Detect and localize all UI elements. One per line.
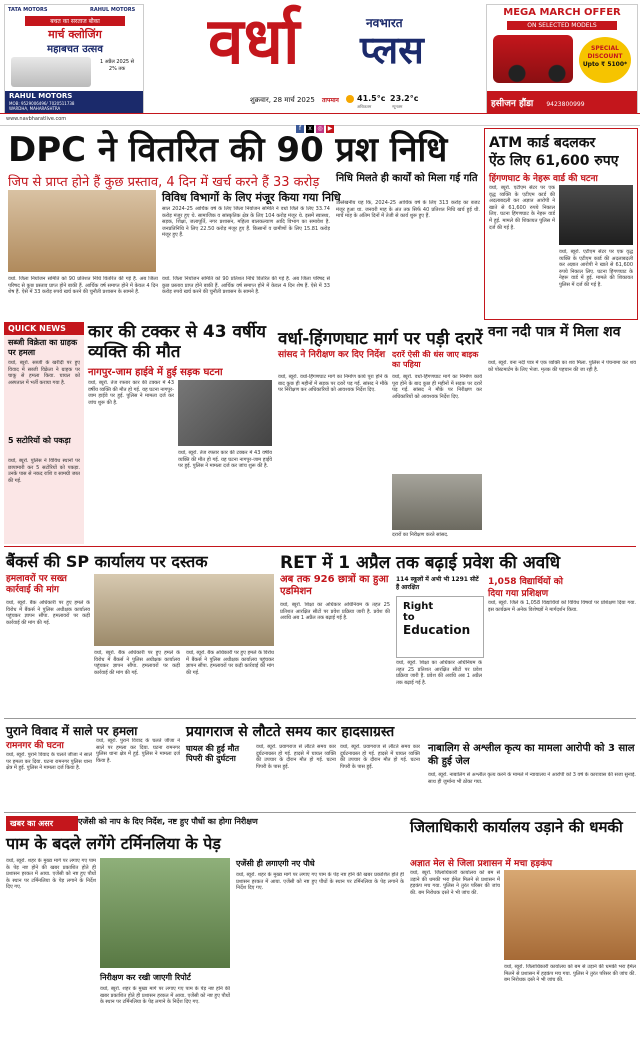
- car-headline: कार की टक्कर से 43 वर्षीय व्यक्ति की मौत: [88, 322, 266, 362]
- temp-max: 41.5°c: [357, 94, 386, 103]
- lead-body: वर्धा. जिला नियोजन समिति को 90 प्रतिशत निधि वितरित की गई है. अब जिला परिषद से कुछ प्रस्ताव प्राप्त होने बाकी हैं. आर्थिक वर्ष समाप्त होने में केवल 4 दिन शेष हैं. ऐसे में 33 करोड़ रुपये खर्च करने की चुनौती प्रशासन के सामने है.: [8, 276, 158, 296]
- hinganghat-body: वर्धा, ब्यूरो. वर्धा-हिंगणघाट मार्ग का निर्माण कार्य पूरा होने के बाद कुछ ही महीनों में सड़क पर दरारें पड़ गईं. सांसद ने मौके पर निरीक्षण कर अधिकारियों को आवश्यक निर्देश दिए.: [278, 374, 388, 394]
- students-headline-1: 1,058 विद्यार्थियों को: [488, 577, 563, 587]
- attack-body: वर्धा, ब्यूरो. पुराने विवाद के चलते जीजा ने साले पर हमला कर दिया. घटना रामनगर पुलिस थाना क्षेत्र में हुई. पुलिस ने मामला दर्ज किया है.: [6, 752, 92, 772]
- rte-body-2: वर्धा, ब्यूरो. शिक्षा का अधिकार अधिनियम के तहत 25 प्रतिशत आरक्षित सीटों पर प्रवेश प्रक्रिया जारी है. प्रवेश की अवधि अब 1 अप्रैल तक बढ़ाई गई है.: [396, 660, 482, 686]
- daraare-box: [392, 350, 482, 544]
- car-body-2: वर्धा, ब्यूरो. तेज रफ्तार कार की टक्कर में 43 वर्षीय व्यक्ति की मौत हो गई. यह घटना नागपुर-जाम हाईवे पर हुई. पुलिस ने मामला दर्ज कर जांच शुरू की है.: [178, 450, 272, 470]
- atm-headline-1: ATM कार्ड बदलकर: [489, 135, 596, 151]
- lead-deck-2: निधि मिलते ही कार्यों को मिला गई गति: [336, 173, 478, 184]
- ad-tagline-2: मार्च क्लोजिंग: [48, 28, 102, 41]
- hinganghat-subhead: सांसद ने निरीक्षण कर दिए निर्देश: [278, 350, 386, 360]
- daraare-title: दरारें ऐसी की धंस जाए बाइक का पहिया: [392, 350, 479, 369]
- collector-headline: जिलाधिकारी कार्यालय उड़ाने की धमकी: [410, 818, 623, 836]
- scooter-image: [493, 35, 573, 83]
- ad-tagline-3: महाबचत उत्सव: [47, 44, 103, 55]
- tata-logo: TATA MOTORS: [8, 7, 48, 13]
- ad-tagline-1: बचत का सरताज बौका: [25, 16, 125, 26]
- collector-body-2: वर्धा, ब्यूरो. जिलाधिकारी कार्यालय को बम से उड़ाने की धमकी भरा ईमेल मिलने से प्रशासन में हड़कंप मच गया. पुलिस ने तुरंत परिसर की जांच की. बम निरोधक दस्ते ने भी जांच की.: [504, 964, 636, 984]
- lead-deck-text: साल 2024-25 आर्थिक वर्ष के लिए जिला नियोजन समिति ने वर्धा जिले के लिए 33.74 करोड़ मंजूर हुए थे. सामाजिक व सांस्कृतिक क्षेत्र के लिए 104 करोड़ मंजूर थे. इसमें स्वास्थ्य, सड़क, शिक्षा, जलापूर्ति, नगर प्रशासन, महिला बालकल्याण आदि विभाग का समावेश है. जनप्रतिनिधि ने लिए 22.50 करोड़ मंजूर हुए हैं. किसानों व ग्रामीणों के लिए 15.81 करोड़ मंजूर हुए हैं.: [162, 206, 330, 239]
- ad-left[interactable]: [4, 4, 144, 114]
- ad-truck-image: [11, 57, 91, 87]
- quick-news-label: QUICK NEWS: [4, 322, 84, 335]
- ad-footer: [5, 91, 143, 113]
- tag-main: पाम के बदले लगेंगे टर्मिनलिया के पेड़: [6, 834, 221, 853]
- collector-photo: [504, 870, 636, 960]
- tag-label: खबर का असर: [6, 816, 78, 831]
- special-discount-text: SPECIAL DISCOUNT: [587, 45, 623, 60]
- rte-poster-line-1: Right: [403, 601, 434, 612]
- lead-deck2-text: उल्लेखनीय यह कि, 2024-25 आर्थिक वर्ष के लिए 313 करोड़ का बजट मंजूर हुआ था. जनवरी माह के अंत तक सिर्फ 40 प्रतिशत निधि खर्च हुई थी. मार्च माह के अंतिम दिनों में तेजी से कार्य शुरू हुए हैं.: [336, 200, 480, 220]
- ad-right-footer: [487, 91, 637, 113]
- atm-photo: [559, 185, 633, 245]
- car-body: वर्धा, ब्यूरो. तेज रफ्तार कार की टक्कर में 43 वर्षीय व्यक्ति की मौत हो गई. यह घटना नागपुर-जाम हाईवे पर हुई. पुलिस ने मामला दर्ज कर जांच शुरू की है.: [88, 380, 174, 406]
- collector-body: वर्धा, ब्यूरो. जिलाधिकारी कार्यालय को बम से उड़ाने की धमकी भरा ईमेल मिलने से प्रशासन में हड़कंप मच गया. पुलिस ने तुरंत परिसर की जांच की. बम निरोधक दस्ते ने भी जांच की.: [410, 870, 500, 896]
- tag-side-body: वर्धा, ब्यूरो. शहर के मुख्य मार्ग पर लगाए गए पाम के पेड़ नष्ट होने की खबर प्रकाशित होते ही प्रशासन हरकत में आया. एजेंसी को नष्ट हुए पौधों के स्थान पर टर्मिनलिया के पेड़ लगाने के निर्देश दिए गए.: [236, 872, 404, 892]
- atm-body: वर्धा, ब्यूरो. एटीएम सेंटर पर एक वृद्ध व्यक्ति के एटीएम कार्ड की अदलाबदली कर अज्ञात आरोपी ने खाते से 61,600 रुपये निकाल लिए. घटना हिंगणघाट के नेहरू वार्ड में हुई. मामले की शिकायत पुलिस में दर्ज की गई है.: [489, 185, 555, 231]
- attack-body-2: वर्धा, ब्यूरो. पुराने विवाद के चलते जीजा ने साले पर हमला कर दिया. घटना रामनगर पुलिस थाना क्षेत्र में हुई. पुलिस ने मामला दर्ज किया है.: [96, 738, 180, 764]
- ad-footer-address: WARDHA, MAHARASHTRA: [9, 106, 61, 111]
- daraare-body: वर्धा, ब्यूरो. वर्धा-हिंगणघाट मार्ग का निर्माण कार्य पूरा होने के बाद कुछ ही महीनों में सड़क पर दरारें पड़ गईं. सांसद ने मौके पर निरीक्षण कर अधिकारियों को आवश्यक निर्देश दिए.: [392, 374, 482, 400]
- issue-date: शुक्रवार, 28 मार्च 2025: [250, 96, 315, 104]
- sun-icon: [346, 95, 354, 103]
- prayagraj-body: वर्धा, ब्यूरो. प्रयागराज से लौटते समय कार दुर्घटनाग्रस्त हो गई. हादसे में घायल व्यक्ति की उपचार के दौरान मौत हो गई. घटना पिपरी के पास हुई.: [256, 744, 336, 770]
- bankers-photo: [94, 574, 274, 646]
- attack-subhead: रामनगर की घटना: [6, 741, 64, 751]
- lead-photo: [8, 190, 156, 272]
- atm-subhead: हिंगणघाट के नेहरू वार्ड की घटना: [489, 174, 598, 184]
- daraare-photo: [392, 474, 482, 530]
- collector-subhead: अज्ञात मेल से जिला प्रशासन में मचा हड़कंप: [410, 859, 553, 869]
- rte-subhead: अब तक 926 छात्रों का हुआ एडमिशन: [280, 574, 389, 597]
- rte-sub2: 114 स्कूलों में अभी भी 1291 सीटें हैं आरक्षित: [396, 576, 479, 591]
- wana-headline: वना नदी पात्र में मिला शव: [488, 324, 621, 340]
- rte-headline: RET में 1 अप्रैल तक बढ़ाई प्रवेश की अवधि: [280, 553, 561, 573]
- prayagraj-body-2: वर्धा, ब्यूरो. प्रयागराज से लौटते समय कार दुर्घटनाग्रस्त हो गई. हादसे में घायल व्यक्ति की उपचार के दौरान मौत हो गई. घटना पिपरी के पास हुई.: [340, 744, 420, 770]
- tag-photo: [100, 858, 230, 968]
- divider-2: [4, 718, 636, 719]
- instagram-icon[interactable]: ◎: [317, 125, 323, 132]
- bankers-body: वर्धा, ब्यूरो. बैंक अधिकारी पर हुए हमले के विरोध में बैंकर्स ने पुलिस अधीक्षक कार्यालय पहुंचकर ज्ञापन सौंपा. हमलावरों पर कड़ी कार्रवाई की मांग की गई.: [6, 600, 90, 626]
- ad-right[interactable]: [486, 4, 638, 114]
- rte-poster: [396, 596, 484, 658]
- atm-box: [484, 128, 638, 320]
- atm-body-2: वर्धा, ब्यूरो. एटीएम सेंटर पर एक वृद्ध व्यक्ति के एटीएम कार्ड की अदलाबदली कर अज्ञात आरोपी ने खाते से 61,600 रुपये निकाल लिए. घटना हिंगणघाट के नेहरू वार्ड में हुई. मामले की शिकायत पुलिस में दर्ज की गई है.: [559, 249, 633, 288]
- x-icon[interactable]: x: [306, 125, 314, 133]
- website-link[interactable]: www.navbharatlive.com: [6, 116, 67, 122]
- quick-item-2-title: 5 सटोरियों को पकड़ा: [8, 436, 71, 445]
- temp-min: 23.2°c: [390, 94, 419, 103]
- logo-sub-navbharat: नवभारत: [366, 16, 403, 30]
- quick-news: [4, 322, 84, 544]
- prayagraj-headline: प्रयागराज से लौटते समय कार हादसाग्रस्त: [186, 724, 395, 740]
- logo-sub-plus: प्लस: [360, 28, 424, 72]
- temperature-label: तापमान: [322, 97, 339, 104]
- rte-poster-line-3: Education: [403, 623, 471, 637]
- wana-body: वर्धा, ब्यूरो. वना नदी पात्र में एक व्यक्ति का शव मिला. पुलिस ने पंचनामा कर शव को पोस्टमार्टम के लिए भेजा. मृतक की पहचान की जा रही है.: [488, 360, 636, 373]
- ad-offer: 1 अप्रैल 2025 से 2% तक: [99, 59, 135, 72]
- divider-1: [4, 546, 636, 547]
- temp-min-label: न्यूनतम: [392, 104, 403, 109]
- students-body: वर्धा, ब्यूरो. जिले के 1,058 विद्यार्थियों को विविध विषयों पर प्रशिक्षण दिया गया. इस कार्यक्रम में अनेक विशेषज्ञों ने मार्गदर्शन किया.: [488, 600, 636, 613]
- lead-headline: DPC ने वितरित की 90 प्रश निधि: [8, 130, 448, 170]
- special-discount-badge: [579, 37, 631, 83]
- ad-right-title: MEGA MARCH OFFER: [503, 7, 621, 18]
- bankers-body-3: वर्धा, ब्यूरो. बैंक अधिकारी पर हुए हमले के विरोध में बैंकर्स ने पुलिस अधीक्षक कार्यालय पहुंचकर ज्ञापन सौंपा. हमलावरों पर कड़ी कार्रवाई की मांग की गई.: [186, 650, 274, 676]
- dealer-phone: 9423800999: [546, 101, 585, 108]
- quick-item-1-title: सब्जी विक्रेता का ग्राहक पर हमला: [8, 338, 78, 357]
- tag-headline: एजेंसी को नाप के दिए निर्देश, नष्ट हुए पौधों का होगा निरीक्षण: [78, 817, 258, 826]
- masthead-bar: [0, 113, 640, 132]
- temp-max-label: अधिकतम: [357, 104, 372, 109]
- partner-name: RAHUL MOTORS: [90, 7, 136, 13]
- bankers-subhead: हमलावरों पर सख्त कार्रवाई की मांग: [6, 574, 67, 595]
- tag-body: वर्धा, ब्यूरो. शहर के मुख्य मार्ग पर लगाए गए पाम के पेड़ नष्ट होने की खबर प्रकाशित होते ही प्रशासन हरकत में आया. एजेंसी को नष्ट हुए पौधों के स्थान पर टर्मिनलिया के पेड़ लगाने के निर्देश दिए गए.: [6, 858, 96, 891]
- car-subhead: नागपुर-जाम हाईवे में हुई सड़क घटना: [88, 367, 223, 378]
- special-discount-upto: Upto ₹ 5100*: [582, 61, 628, 68]
- tag-body-2: वर्धा, ब्यूरो. शहर के मुख्य मार्ग पर लगाए गए पाम के पेड़ नष्ट होने की खबर प्रकाशित होते ही प्रशासन हरकत में आया. एजेंसी को नष्ट हुए पौधों के स्थान पर टर्मिनलिया के पेड़ लगाने के निर्देश दिए गए.: [100, 986, 230, 1006]
- prayagraj-sub: घायल की हुई मौत पिपरी की दुर्घटना: [186, 744, 240, 763]
- rte-poster-line-2: to: [403, 612, 415, 623]
- bankers-headline: बैंकर्स की SP कार्यालय पर दस्तक: [6, 552, 208, 571]
- dealer-name: हसीजन हौंडा: [491, 99, 534, 109]
- students-headline-2: दिया गया प्रशिक्षण: [488, 589, 549, 599]
- nahalagi-body: वर्धा, ब्यूरो. नाबालिग से अश्लील कृत्य करने के मामले में न्यायालय ने आरोपी को 3 वर्ष के कारावास की सजा सुनाई. साथ ही जुर्माना भी ठोका गया.: [428, 772, 636, 785]
- ad-right-subtitle: ON SELECTED MODELS: [507, 21, 617, 30]
- lead-subhead: जिप से प्राप्त होने हैं कुछ प्रस्ताव, 4 दिन में खर्च करने हैं 33 करोड़: [8, 175, 320, 190]
- daraare-caption: दरारों का निरीक्षण करते सांसद.: [392, 532, 449, 538]
- logo-main: वर्धा: [208, 4, 300, 79]
- rte-body: वर्धा, ब्यूरो. शिक्षा का अधिकार अधिनियम के तहत 25 प्रतिशत आरक्षित सीटों पर प्रवेश प्रक्रिया जारी है. प्रवेश की अवधि अब 1 अप्रैल तक बढ़ाई गई है.: [280, 602, 390, 622]
- atm-headline-2: ऐंठ लिए 61,600 रुपए: [489, 153, 619, 169]
- youtube-icon[interactable]: ▶: [327, 125, 333, 132]
- divider-3: [4, 812, 636, 813]
- car-photo: [178, 380, 272, 446]
- nahalagi-headline: नाबालिग से अश्लील कृत्य का मामला आरोपी को 3 साल की हुई जेल: [428, 743, 635, 767]
- ad-footer-name: RAHUL MOTORS: [9, 92, 73, 100]
- quick-item-1-text: वर्धा, ब्यूरो. सब्जी के खरीदी पर हुए विवाद में सब्जी विक्रेता ने ग्राहक पर चाकू से हमला किया. घायल को अस्पताल में भर्ती कराया गया है.: [8, 360, 80, 386]
- lead-deck-1: विविध विभागों के लिए मंजूर किया गया निधि: [162, 191, 341, 204]
- lead-body-col2: वर्धा. जिला नियोजन समिति को 90 प्रतिशत निधि वितरित की गई है. अब जिला परिषद से कुछ प्रस्ताव प्राप्त होने बाकी हैं. आर्थिक वर्ष समाप्त होने में केवल 4 दिन शेष हैं. ऐसे में 33 करोड़ रुपये खर्च करने की चुनौती प्रशासन के सामने है.: [162, 276, 330, 296]
- hinganghat-headline: वर्धा-हिंगणघाट मार्ग पर पड़ी दरारें: [278, 329, 483, 349]
- attack-headline: पुराने विवाद में साले पर हमला: [6, 724, 138, 738]
- tag-caption: निरीक्षण कर रखी जाएगी रिपोर्ट: [100, 973, 191, 982]
- ad-footer-phone: MOB: 9529006496/ 7020511738: [9, 101, 75, 106]
- bankers-body-2: वर्धा, ब्यूरो. बैंक अधिकारी पर हुए हमले के विरोध में बैंकर्स ने पुलिस अधीक्षक कार्यालय पहुंचकर ज्ञापन सौंपा. हमलावरों पर कड़ी कार्रवाई की मांग की गई.: [94, 650, 180, 676]
- facebook-icon[interactable]: f: [296, 125, 304, 133]
- tag-side-title: एजेंसी ही लगाएगी नए पौधे: [236, 859, 315, 868]
- quick-item-2-text: वर्धा, ब्यूरो. पुलिस ने विविध स्थानों पर छापामारी कर 5 सटोरियों को पकड़ा. उनके पास से नकद राशि व सामग्री जब्त की गई.: [8, 458, 80, 484]
